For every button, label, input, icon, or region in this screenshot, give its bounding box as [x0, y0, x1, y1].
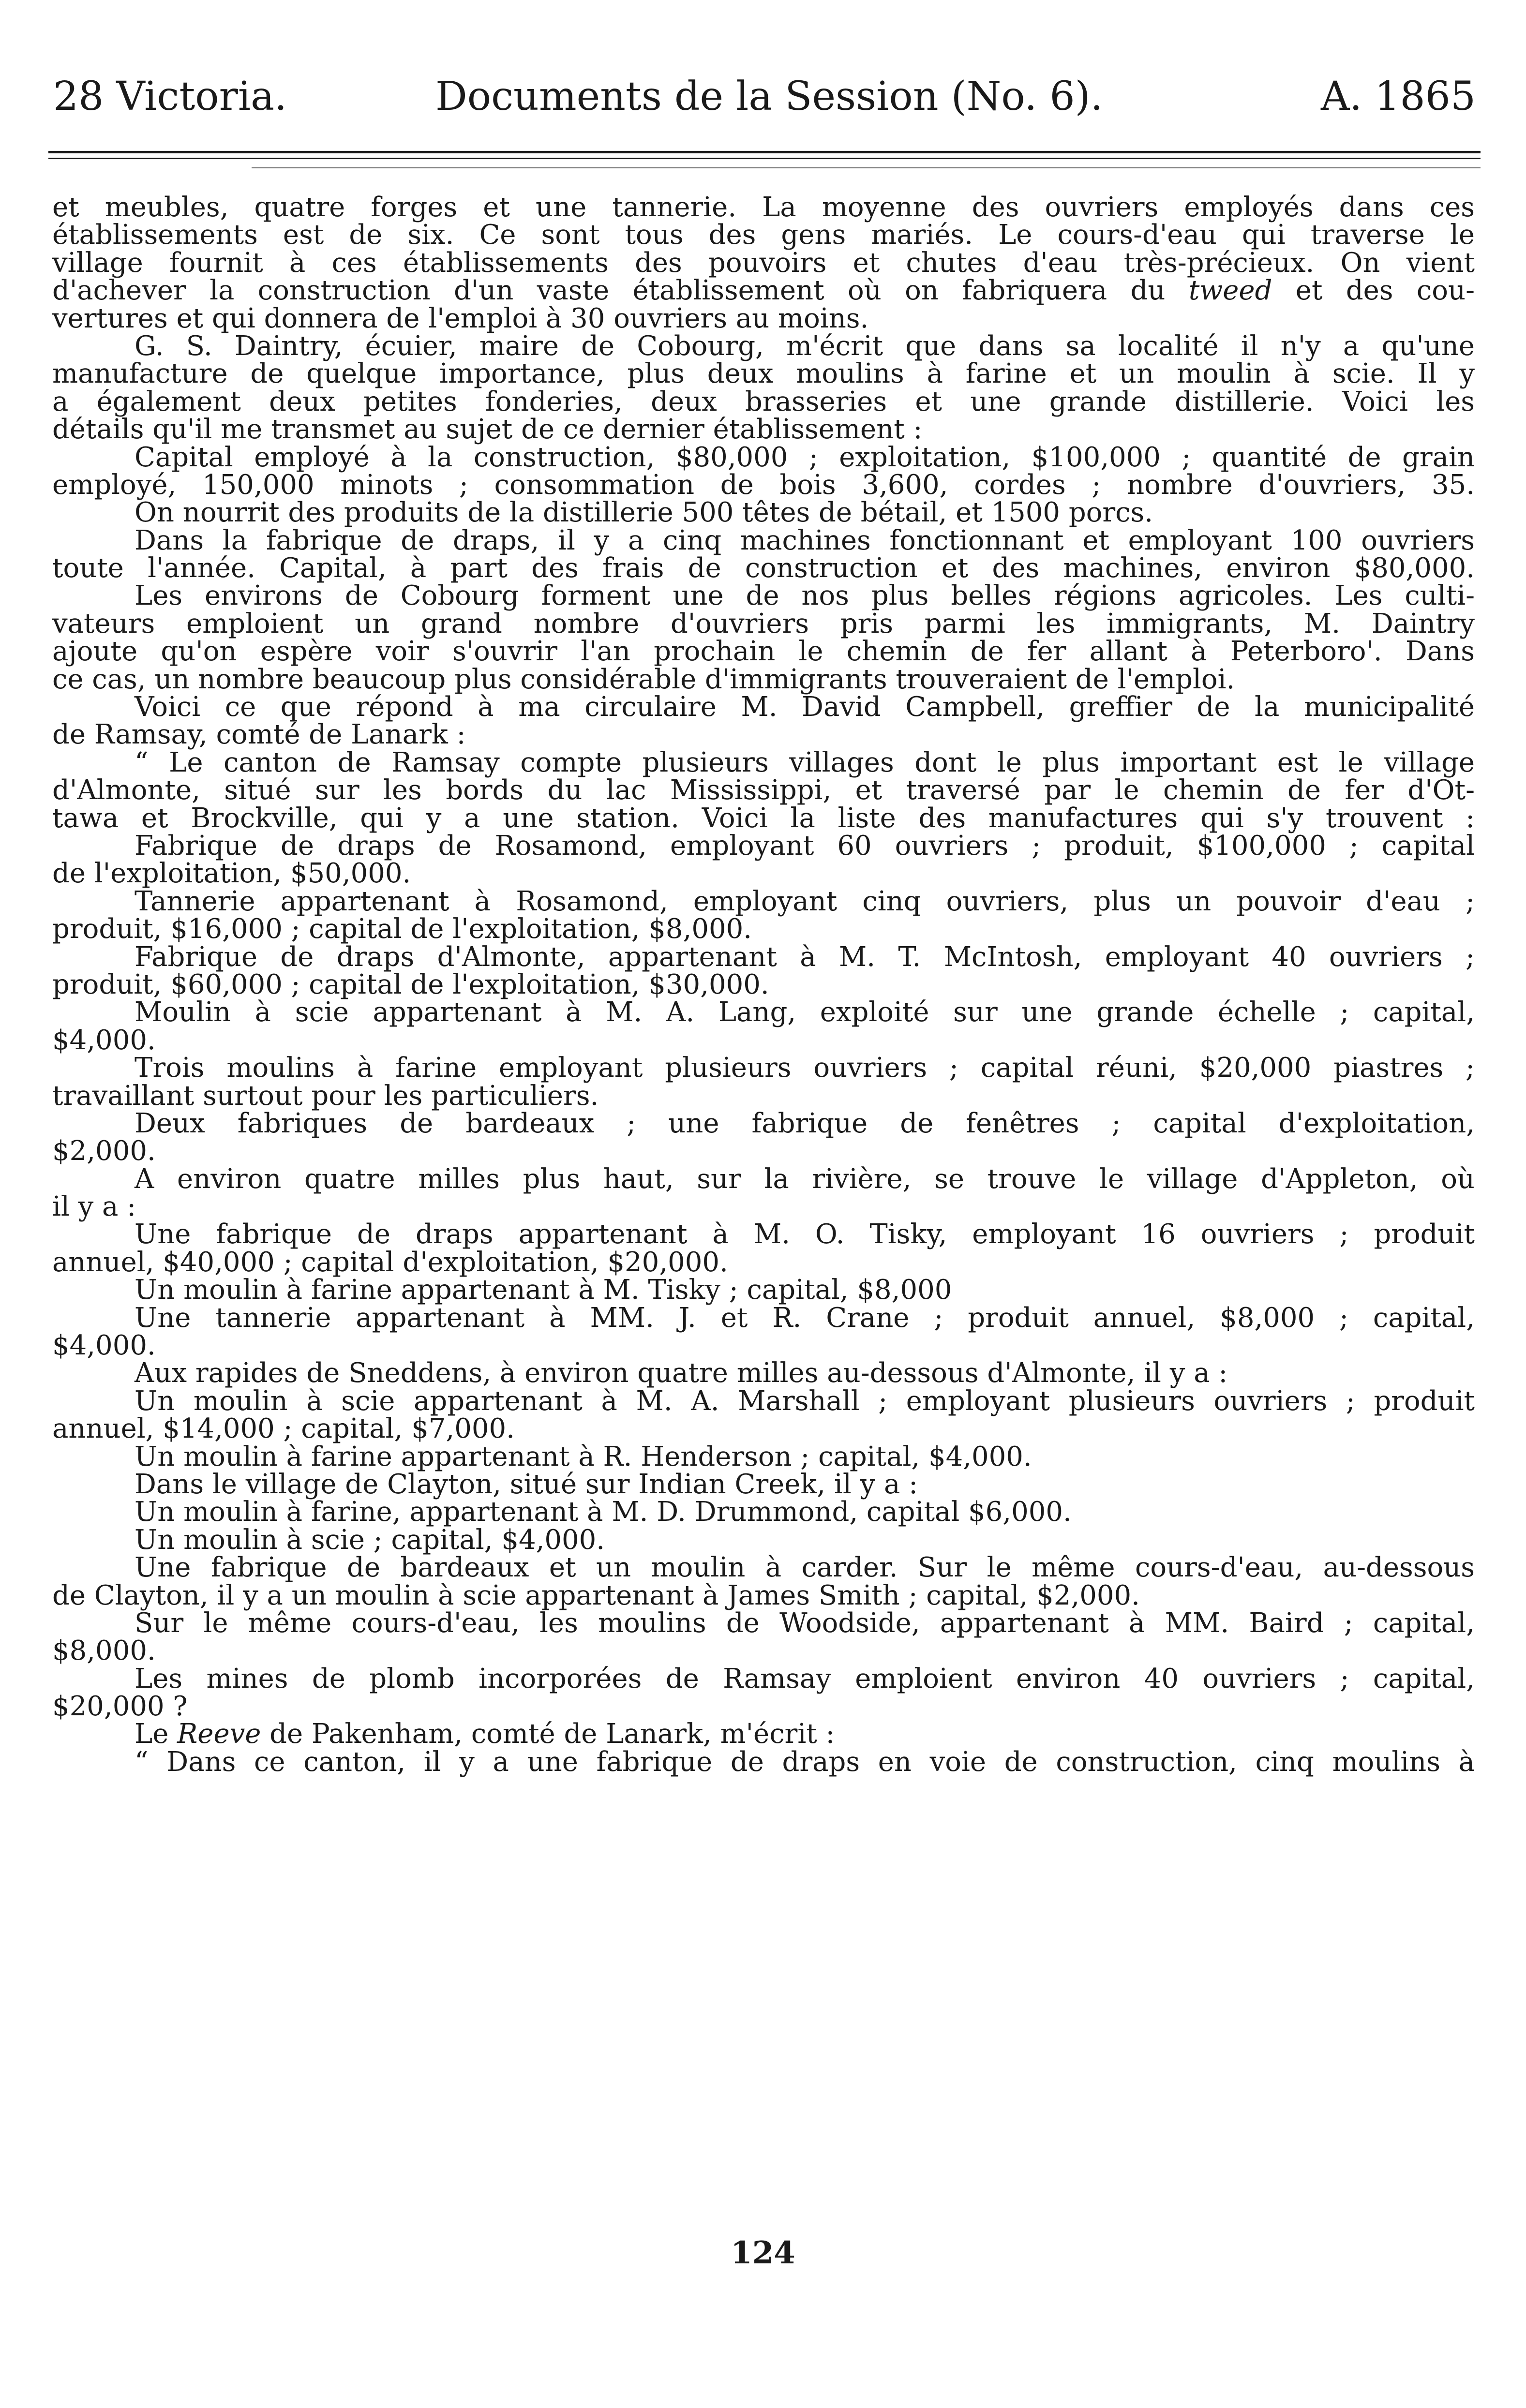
- text-line: d'achever la construction d'un vaste établissement où on fabriquera du tweed et des cou-: [52, 275, 1475, 307]
- text-line: Le Reeve de Pakenham, comté de Lanark, m'écrit :: [135, 1718, 835, 1750]
- text-line: $4,000.: [52, 1024, 156, 1056]
- text-line: établissements est de six. Ce sont tous des gens mariés. Le cours-d'eau qui traverse le: [52, 219, 1475, 251]
- text-line: Sur le même cours-d'eau, les moulins de Woodside, appartenant à MM. Baird ; capital,: [135, 1607, 1475, 1639]
- text-line: manufacture de quelque importance, plus deux moulins à farine et un moulin à scie. Il y: [52, 358, 1475, 390]
- text-line: Capital employé à la construction, $80,000 ; exploitation, $100,000 ; quantité de grain: [135, 441, 1475, 473]
- text-line: Un moulin à scie ; capital, $4,000.: [135, 1524, 605, 1556]
- text-line: Fabrique de draps d'Almonte, appartenant à M. T. McIntosh, employant 40 ouvriers ;: [135, 941, 1475, 973]
- text-line: G. S. Daintry, écuier, maire de Cobourg, m'écrit que dans sa localité il n'y a qu'une: [135, 330, 1475, 362]
- running-header: [53, 68, 1476, 126]
- text-line: Dans le village de Clayton, situé sur Indian Creek, il y a :: [135, 1468, 918, 1500]
- text-line: $4,000.: [52, 1330, 156, 1362]
- text-line: Les mines de plomb incorporées de Ramsay emploient environ 40 ouvriers ; capital,: [135, 1663, 1475, 1695]
- text-line: annuel, $14,000 ; capital, $7,000.: [52, 1413, 515, 1445]
- text-line: de Ramsay, comté de Lanark :: [52, 719, 466, 751]
- text-line: de Clayton, il y a un moulin à scie appartenant à James Smith ; capital, $2,000.: [52, 1579, 1140, 1611]
- header-volume: 28 Victoria.: [53, 74, 287, 119]
- text-line: Moulin à scie appartenant à M. A. Lang, exploité sur une grande échelle ; capital,: [135, 996, 1475, 1028]
- text-line: Dans la fabrique de draps, il y a cinq machines fonctionnant et employant 100 ouvriers: [135, 524, 1475, 556]
- text-line: il y a :: [52, 1191, 136, 1223]
- text-line: Aux rapides de Sneddens, à environ quatre milles au-dessous d'Almonte, il y a :: [135, 1357, 1228, 1389]
- text-line: Voici ce que répond à ma circulaire M. David Campbell, greffier de la municipalité: [135, 691, 1475, 723]
- header-year: A. 1865: [1320, 74, 1476, 119]
- text-line: d'Almonte, situé sur les bords du lac Mississippi, et traversé par le chemin de fer d'Ot-: [52, 774, 1475, 806]
- text-line: A environ quatre milles plus haut, sur la rivière, se trouve le village d'Appleton, où: [135, 1163, 1475, 1195]
- text-line: Fabrique de draps de Rosamond, employant 60 ouvriers ; produit, $100,000 ; capital: [135, 830, 1475, 862]
- text-line: Trois moulins à farine employant plusieurs ouvriers ; capital réuni, $20,000 piastres ;: [135, 1052, 1475, 1084]
- text-line: “ Le canton de Ramsay compte plusieurs villages dont le plus important est le village: [135, 746, 1475, 778]
- text-line: Un moulin à farine appartenant à R. Henderson ; capital, $4,000.: [135, 1441, 1032, 1472]
- text-line: $2,000.: [52, 1135, 156, 1167]
- text-line: vertures et qui donnera de l'emploi à 30 ouvriers au moins.: [52, 302, 869, 334]
- text-line: Un moulin à farine, appartenant à M. D. Drummond, capital $6,000.: [135, 1496, 1072, 1528]
- text-line: et meubles, quatre forges et une tannerie. La moyenne des ouvriers employés dans ces: [52, 192, 1475, 223]
- header-title: Documents de la Session (No. 6).: [435, 74, 1103, 119]
- text-line: $8,000.: [52, 1635, 156, 1667]
- text-line: employé, 150,000 minots ; consommation de bois 3,600, cordes ; nombre d'ouvriers, 35.: [52, 469, 1475, 501]
- text-line: Deux fabriques de bardeaux ; une fabrique de fenêtres ; capital d'exploitation,: [135, 1107, 1475, 1139]
- text-line: toute l'année. Capital, à part des frais de construction et des machines, environ $80,000.: [52, 552, 1475, 584]
- text-line: Les environs de Cobourg forment une de nos plus belles régions agricoles. Les culti-: [135, 580, 1475, 612]
- text-line: travaillant surtout pour les particuliers.: [52, 1080, 599, 1112]
- text-line: Tannerie appartenant à Rosamond, employant cinq ouvriers, plus un pouvoir d'eau ;: [135, 885, 1475, 917]
- text-line: vateurs emploient un grand nombre d'ouvriers pris parmi les immigrants, M. Daintry: [52, 608, 1475, 639]
- text-line: Une fabrique de draps appartenant à M. O. Tisky, employant 16 ouvriers ; produit: [135, 1219, 1475, 1250]
- body-text: [52, 193, 1475, 1776]
- italic-term: Reeve: [177, 1718, 261, 1750]
- text-line: $20,000 ?: [52, 1691, 188, 1723]
- text-line: Une tannerie appartenant à MM. J. et R. Crane ; produit annuel, $8,000 ; capital,: [135, 1302, 1475, 1334]
- text-line: village fournit à ces établissements des pouvoirs et chutes d'eau très-précieux. On vient: [52, 247, 1475, 279]
- text-line: ajoute qu'on espère voir s'ouvrir l'an prochain le chemin de fer allant à Peterboro'. Dans: [52, 636, 1475, 668]
- italic-term: tweed: [1188, 275, 1272, 307]
- header-rule-thin: [48, 158, 1481, 159]
- header-rule-faint: [252, 167, 1481, 168]
- text-line: produit, $60,000 ; capital de l'exploitation, $30,000.: [52, 968, 769, 1000]
- text-line: produit, $16,000 ; capital de l'exploitation, $8,000.: [52, 913, 752, 945]
- text-line: Un moulin à scie appartenant à M. A. Marshall ; employant plusieurs ouvriers ; produit: [135, 1385, 1475, 1417]
- text-line: de l'exploitation, $50,000.: [52, 858, 411, 890]
- text-line: détails qu'il me transmet au sujet de ce dernier établissement :: [52, 414, 923, 446]
- text-line: “ Dans ce canton, il y a une fabrique de draps en voie de construction, cinq moulins à: [135, 1746, 1475, 1778]
- page-number: 124: [731, 2235, 795, 2271]
- text-line: ce cas, un nombre beaucoup plus considérable d'immigrants trouveraient de l'emploi.: [52, 663, 1235, 695]
- text-line: Une fabrique de bardeaux et un moulin à carder. Sur le même cours-d'eau, au-dessous: [135, 1552, 1475, 1584]
- text-line: tawa et Brockville, qui y a une station. Voici la liste des manufactures qui s'y trouvent :: [52, 802, 1475, 834]
- text-line: Un moulin à farine appartenant à M. Tisky ; capital, $8,000: [135, 1274, 952, 1306]
- text-line: a également deux petites fonderies, deux brasseries et une grande distillerie. Voici les: [52, 386, 1475, 417]
- header-rule-thick: [48, 151, 1481, 153]
- text-line: On nourrit des produits de la distillerie 500 têtes de bétail, et 1500 porcs.: [135, 497, 1153, 529]
- text-line: annuel, $40,000 ; capital d'exploitation, $20,000.: [52, 1246, 728, 1278]
